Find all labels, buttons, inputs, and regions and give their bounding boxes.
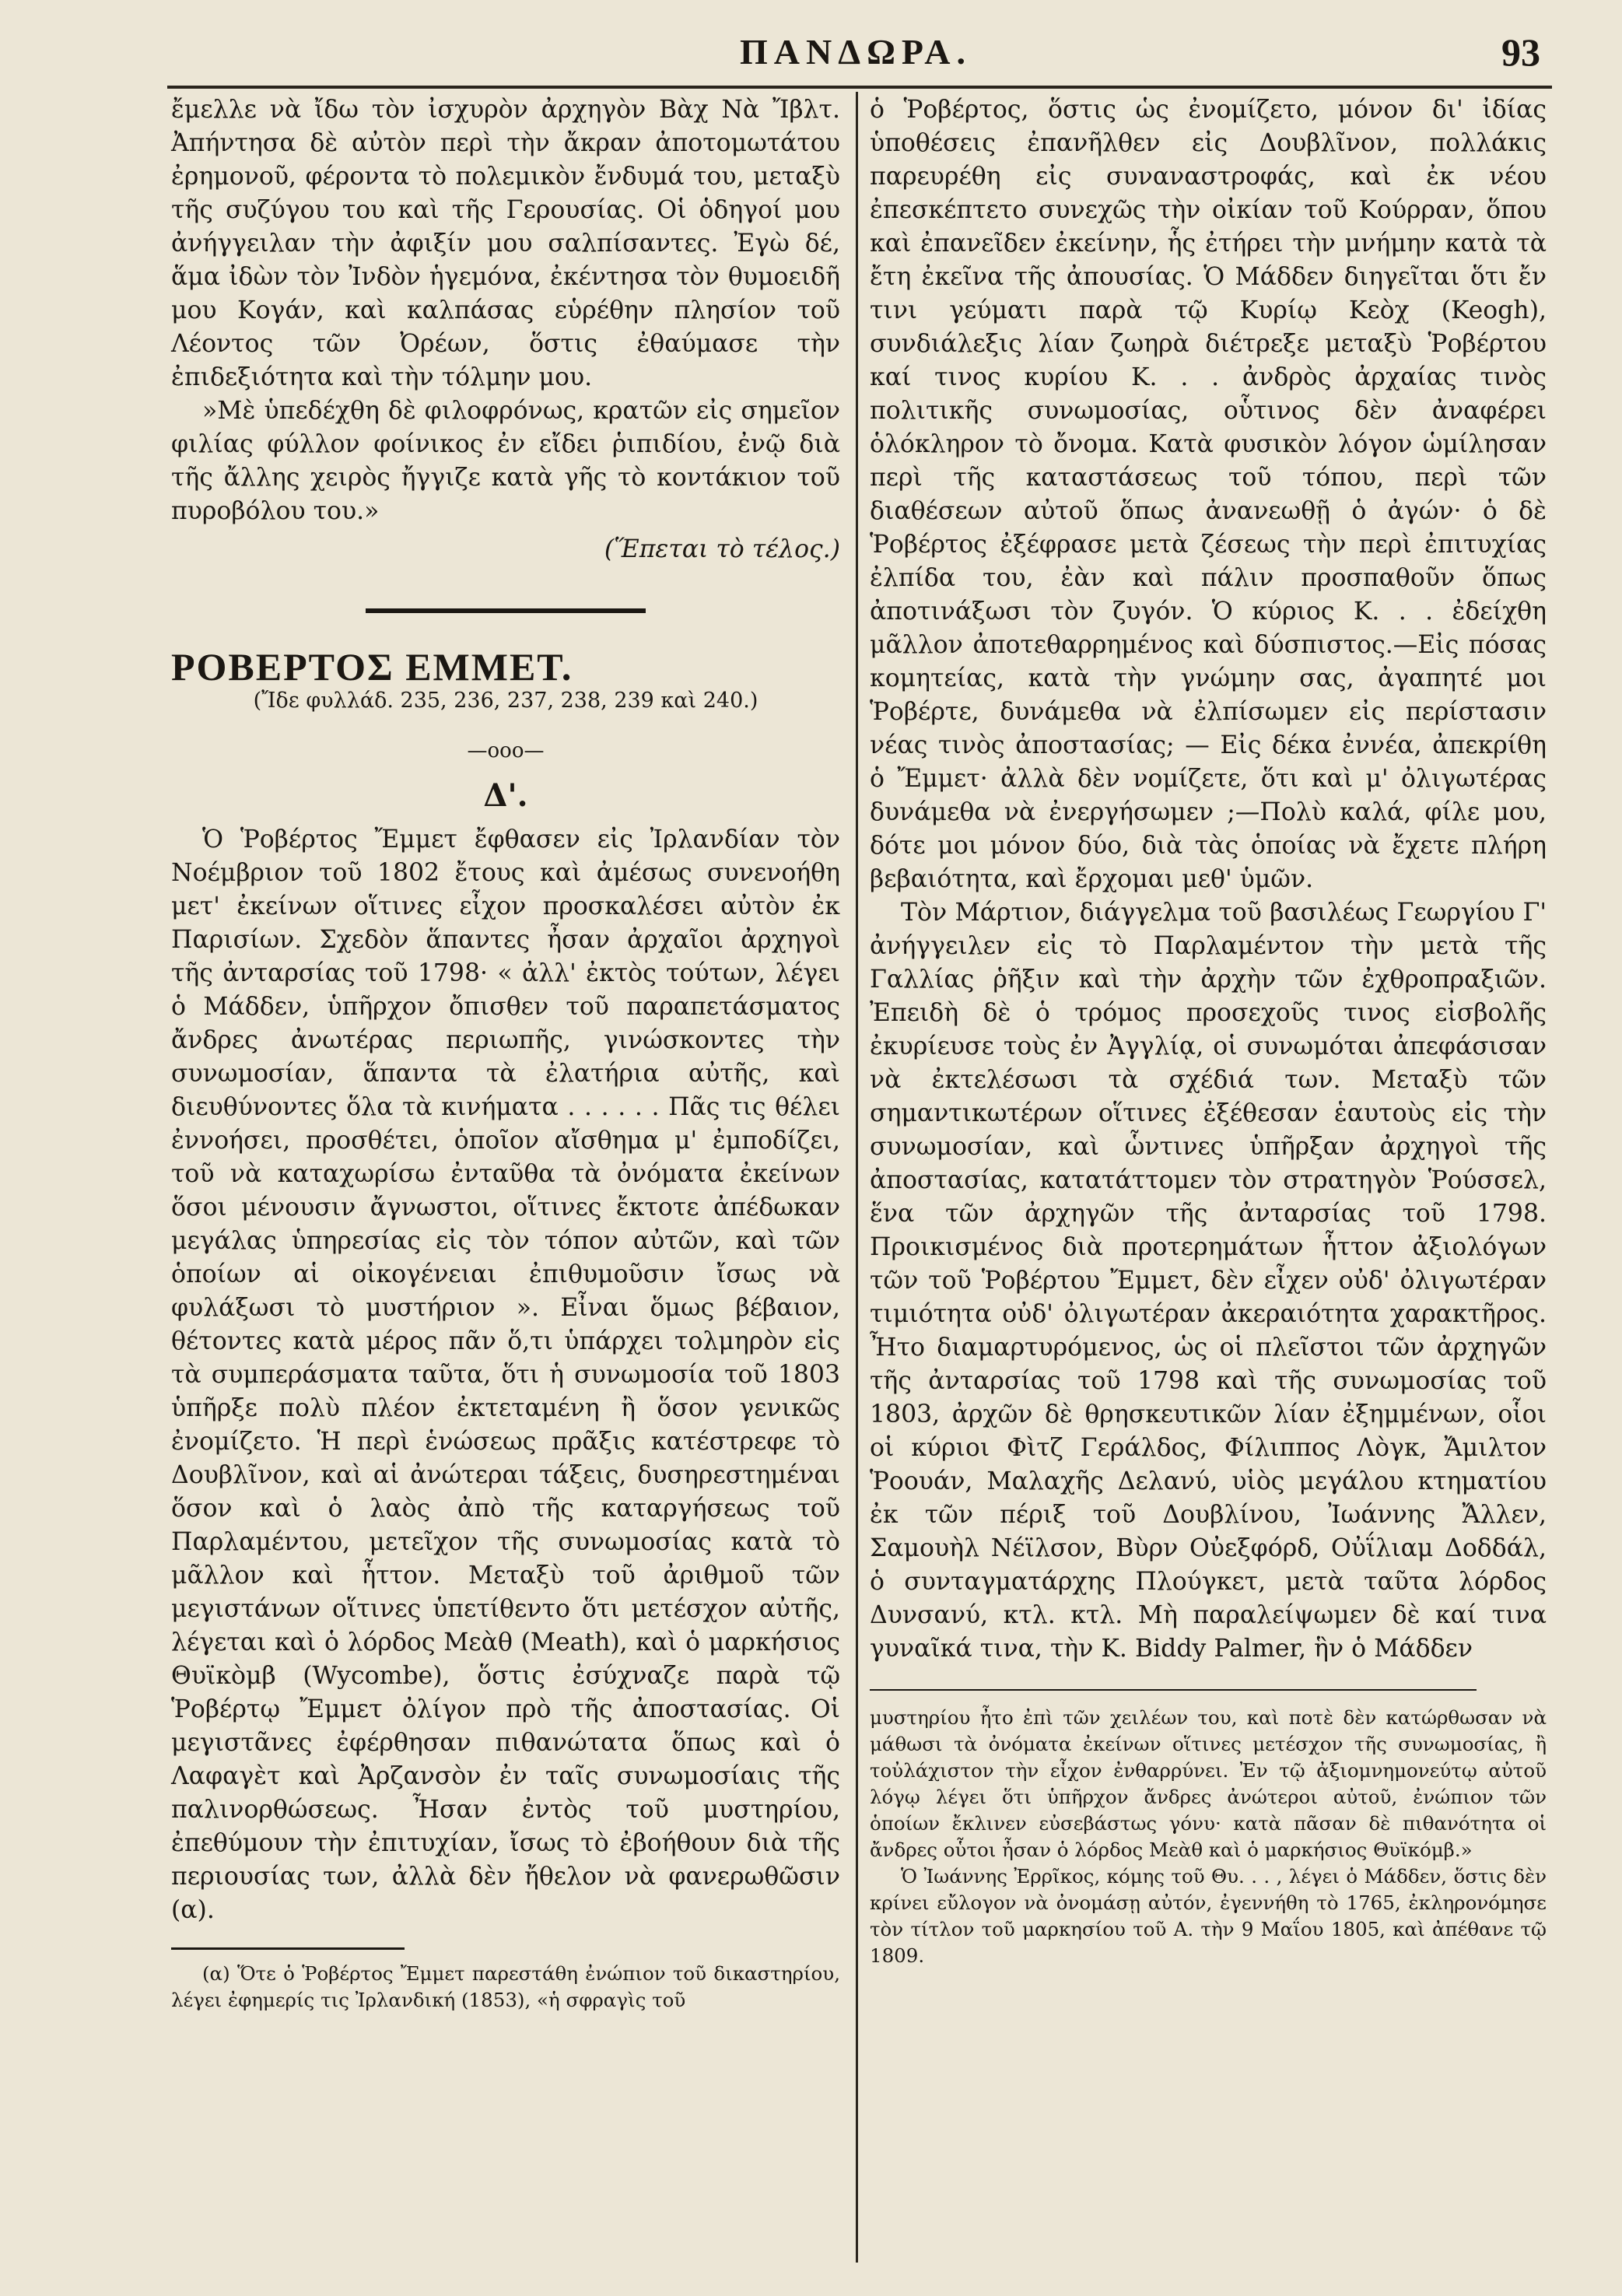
ornament-separator: —ooo— xyxy=(467,739,545,762)
footnote-rule-right xyxy=(870,1689,1477,1691)
article-title: ΡΟΒΕΡΤΟΣ ΕΜΜΕΤ. xyxy=(171,645,573,689)
footnote-right-2: Ὁ Ἰωάννης Ἐρρῖκος, κόμης τοῦ Θυ. . . , λέγει ὁ Μάδδεν, ὅστις δὲν κρίνει εὔλογον νὰ ὀνομάσῃ αὐτόν, ἐγεννήθη τὸ 1765, ἐκληρονόμησε τὸν τίτλον τοῦ μαρκησίου τοῦ Α. τὴν 9 Μαΐου 1805, καὶ ἀπέθανε τῷ 1809. xyxy=(870,1865,1547,1967)
page-header-title: ΠΑΝΔΩΡΑ. xyxy=(740,32,972,72)
left-paragraph-1: ἔμελλε νὰ ἴδω τὸν ἰσχυρὸν ἀρχηγὸν Βὰχ Νὰ Ἴβλτ. Ἀπήντησα δὲ αὐτὸν περὶ τὴν ἄκραν ἀποτομωτάτου ἐρημονοῦ, φέροντα τὸ πολεμικὸν ἔνδυμά του, μεταξὺ τῆς συζύγου του καὶ τῆς Γερουσίας. Οἱ ὁδηγοί μου ἀνήγγειλαν τὴν ἀφιξίν μου σαλπίσαντες. Ἐγὼ δέ, ἅμα ἰδὼν τὸν Ἰνδὸν ἡγεμόνα, ἐκέντησα τὸν θυμοειδῆ μου Κογάν, καὶ καλπάσας εὑρέθην πλησίον τοῦ Λέοντος τῶν Ὀρέων, ὅστις ἐθαύμασε τὴν ἐπιδεξιότητα καὶ τὴν τόλμην μου. xyxy=(171,96,840,391)
article-reference: (Ἴδε φυλλάδ. 235, 236, 237, 238, 239 καὶ 240.) xyxy=(253,689,758,713)
column-divider xyxy=(856,92,858,2263)
right-paragraph-1: ὁ Ῥοβέρτος, ὅστις ὡς ἐνομίζετο, μόνον δι' ἰδίας ὑποθέσεις ἐπανῆλθεν εἰς Δουβλῖνον, πολλάκις παρευρέθη εἰς συναναστροφάς, καὶ ἐκ νέου ἐπεσκέπτετο συνεχῶς τὴν οἰκίαν τοῦ Κούρραν, ὅπου καὶ ἐπανεῖδεν ἐκείνην, ἧς ἐτήρει τὴν μνήμην κατὰ τὰ ἔτη ἐκεῖνα τῆς ἀπουσίας. Ὁ Μάδδεν διηγεῖται ὅτι ἔν τινι γεύματι παρὰ τῷ Κυρίῳ Κεὸχ (Keogh), συνδιάλεξις λίαν ζωηρὰ διέτρεξε μεταξὺ Ῥοβέρτου καί τινος κυρίου Κ. . . ἀνδρὸς ἀρχαίας τινὸς πολιτικῆς συνωμοσίας, οὗτινος δὲν ἀναφέρει ὁλόκληρον τὸ ὄνομα. Κατὰ φυσικὸν λόγον ὡμίλησαν περὶ τῆς καταστάσεως τοῦ τόπου, περὶ τῶν διαθέσεων αὐτοῦ ὅπως ἀνανεωθῇ ὁ ἀγών· ὁ δὲ Ῥοβέρτος ἐξέφρασε μετὰ ζέσεως τὴν περὶ ἐπιτυχίας ἐλπίδα του, ἐὰν καὶ πάλιν προσπαθοῦν ὅπως ἀποτινάξωσι τὸν ζυγόν. Ὁ κύριος Κ. . . ἐδείχθη μᾶλλον ἀποτεθαρρημένος καὶ δύσπιστος.—Εἰς πόσας κομητείας, κατὰ τὴν γνώμην σας, ἀγαπητέ μοι Ῥοβέρτε, δυνάμεθα νὰ ἐλπίσωμεν εἰς περίστασιν νέας τινὸς ἀποστασίας; — Εἰς δέκα ἐννέα, ἀπεκρίθη ὁ Ἔμμετ· ἀλλὰ δὲν νομίζετε, ὅτι καὶ μ' ὀλιγωτέρας δυνάμεθα νὰ ἐνεργήσωμεν ;—Πολὺ καλά, φίλε μου, δότε μοι μόνον δύο, διὰ τὰς ὁποίας νὰ ἔχετε πλήρη βεβαιότητα, καὶ ἔρχομαι μεθ' ὑμῶν. xyxy=(870,96,1547,893)
section-number: Δ'. xyxy=(483,777,528,814)
footnote-right-1: μυστηρίου ἦτο ἐπὶ τῶν χειλέων του, καὶ ποτὲ δὲν κατώρθωσαν νὰ μάθωσι τὰ ὀνόματα ἐκείνων οἵτινες μετέσχον τῆς συνωμοσίας, ἢ τοὐλάχιστον τὴν εἶχον ἐνθαρρύνει. Ἐν τῷ ἀξιομνημονεύτῳ αὐτοῦ λόγῳ λέγει ὅτι ὑπῆρχον ἄνδρες ἀνώτεροι αὐτοῦ, ἐνώπιον τῶν ὁποίων ἔκλινεν εὐσεβάστως γόνυ· κατὰ πᾶσαν δὲ πιθανότητα οἱ ἄνδρες οὗτοι ἦσαν ὁ λόρδος Μεὰθ καὶ ὁ μαρκήσιος Θυϊκόμβ.» xyxy=(870,1706,1547,1861)
continued-note: (Ἕπεται τὸ τέλος.) xyxy=(604,535,840,563)
right-paragraph-2: Τὸν Μάρτιον, διάγγελμα τοῦ βασιλέως Γεωργίου Γ' ἀνήγγειλεν εἰς τὸ Παρλαμέντον τὴν μετὰ τῆς Γαλλίας ῥῆξιν καὶ τὴν ἀρχὴν τῶν ἐχθροπραξιῶν. Ἐπειδὴ δὲ ὁ τρόμος προσεχοῦς τινος εἰσβολῆς ἐκυρίευσε τοὺς ἐν Ἀγγλίᾳ, οἱ συνωμόται ἀπεφάσισαν νὰ ἐκτελέσωσι τὰ σχέδιά των. Μεταξὺ τῶν σημαντικωτέρων οἵτινες ἐξέθεσαν ἑαυτοὺς εἰς τὴν συνωμοσίαν, καὶ ὧντινες ὑπῆρξαν ἀρχηγοὶ τῆς ἀποστασίας, κατατάττομεν τὸν στρατηγὸν Ῥούσσελ, ἕνα τῶν ἀρχηγῶν τῆς ἀνταρσίας τοῦ 1798. Προικισμένος διὰ προτερημάτων ἧττον ἀξιολόγων τῶν τοῦ Ῥοβέρτου Ἔμμετ, δὲν εἶχεν οὐδ' ὀλιγωτέραν τιμιότητα οὐδ' ὀλιγωτέραν ἀκεραιότητα χαρακτῆρος. Ἦτο διαμαρτυρόμενος, ὡς οἱ πλεῖστοι τῶν ἀρχηγῶν τῆς ἀνταρσίας τοῦ 1798 καὶ τῆς συνωμοσίας τοῦ 1803, ἀρχῶν δὲ θρησκευτικῶν λίαν ἐξημμένων, οἷοι οἱ κύριοι Φὶτζ Γεράλδος, Φίλιππος Λὸγκ, Ἄμιλτον Ῥοουάν, Μαλαχῆς Δελανύ, υἱὸς μεγάλου κτηματίου ἐκ τῶν πέριξ τοῦ Δουβλίνου, Ἰωάννης Ἄλλεν, Σαμουὴλ Νέϊλσον, Βὺρν Οὐεξφόρδ, Οὐΐλιαμ Δοδδάλ, ὁ συνταγματάρχης Πλούγκετ, μετὰ ταῦτα λόρδος Δυνσανύ, κτλ. κτλ. Μὴ παραλείψωμεν δὲ καί τινα γυναῖκά τινα, τὴν Κ. Biddy Palmer, ἣν ὁ Μάδδεν xyxy=(870,899,1547,1663)
page-number: 93 xyxy=(1501,30,1540,74)
header-rule xyxy=(167,86,1552,89)
article-separator-rule xyxy=(366,608,646,613)
right-column xyxy=(870,93,1547,1969)
left-paragraph-2: »Μὲ ὑπεδέχθη δὲ φιλοφρόνως, κρατῶν εἰς σημεῖον φιλίας φύλλον φοίνικος ἐν εἴδει ῥιπιδίου, ἐνῷ διὰ τῆς ἄλλης χειρὸς ἤγγιζε κατὰ γῆς τὸ κοντάκιον τοῦ πυροβόλου του.» xyxy=(171,397,840,525)
left-column xyxy=(171,93,840,2014)
footnote-rule-left xyxy=(171,1947,405,1950)
footnote-left: (α) Ὅτε ὁ Ῥοβέρτος Ἔμμετ παρεστάθη ἐνώπιον τοῦ δικαστηρίου, λέγει ἐφημερίς τις Ἰρλανδική (1853), «ἡ σφραγὶς τοῦ xyxy=(171,1962,840,2011)
article-body-left: Ὁ Ῥοβέρτος Ἔμμετ ἔφθασεν εἰς Ἰρλανδίαν τὸν Νοέμβριον τοῦ 1802 ἔτους καὶ ἀμέσως συνενοήθη μετ' ἐκείνων οἵτινες εἶχον προσκαλέσει αὐτὸν ἐκ Παρισίων. Σχεδὸν ἅπαντες ἦσαν ἀρχαῖοι ἀρχηγοὶ τῆς ἀνταρσίας τοῦ 1798· « ἀλλ' ἐκτὸς τούτων, λέγει ὁ Μάδδεν, ὑπῆρχον ὄπισθεν τοῦ παραπετάσματος ἄνδρες ἀνωτέρας περιωπῆς, γινώσκοντες τὴν συνωμοσίαν, ἅπαντα τὰ ἐλατήρια αὐτῆς, καὶ διευθύνοντες ὅλα τὰ κινήματα . . . . . . Πᾶς τις θέλει ἐννοήσει, προσθέτει, ὁποῖον αἴσθημα μ' ἐμποδίζει, τοῦ νὰ καταχωρίσω ἐνταῦθα τὰ ὀνόματα ἐκείνων ὅσοι μένουσιν ἄγνωστοι, οἵτινες ἔκτοτε ἀπέδωκαν μεγάλας ὑπηρεσίας εἰς τὸν τόπον αὐτῶν, καὶ τῶν ὁποίων αἱ οἰκογένειαι ἐπιθυμοῦσιν ἴσως νὰ φυλάξωσι τὸ μυστήριον ». Εἶναι ὅμως βέβαιον, θέτοντες κατὰ μέρος πᾶν ὅ,τι ὑπάρχει τολμηρὸν εἰς τὰ συμπεράσματα ταῦτα, ὅτι ἡ συνωμοσία τοῦ 1803 ὑπῆρξε πολὺ πλέον ἐκτεταμένη ἢ ὅσον γενικῶς ἐνομίζετο. Ἡ περὶ ἑνώσεως πρᾶξις κατέστρεφε τὸ Δουβλῖνον, καὶ αἱ ἀνώτεραι τάξεις, δυσηρεστημέναι ὅσον καὶ ὁ λαὸς ἀπὸ τῆς καταργήσεως τοῦ Παρλαμέντου, μετεῖχον τῆς συνωμοσίας κατὰ τὸ μᾶλλον καὶ ἧττον. Μεταξὺ τοῦ ἀριθμοῦ τῶν μεγιστάνων οἵτινες ὑπετίθεντο ὅτι μετέσχον αὐτῆς, λέγεται καὶ ὁ λόρδος Μεὰθ (Meath), καὶ ὁ μαρκήσιος Θυϊκὸμβ (Wycombe), ὅστις ἐσύχναζε παρὰ τῷ Ῥοβέρτῳ Ἔμμετ ὀλίγον πρὸ τῆς ἀποστασίας. Οἱ μεγιστᾶνες ἐφέρθησαν πιθανώτατα ὅπως καὶ ὁ Λαφαγὲτ καὶ Ἀρζανσὸν ἐν ταῖς συνωμοσίαις τῆς παλινορθώσεως. Ἦσαν ἐντὸς τοῦ μυστηρίου, ἐπεθύμουν τὴν ἐπιτυχίαν, ἴσως τὸ ἐβοήθουν διὰ τῆς περιουσίας των, ἀλλὰ δὲν ἤθελον νὰ φανερωθῶσιν (α). xyxy=(171,826,840,1924)
